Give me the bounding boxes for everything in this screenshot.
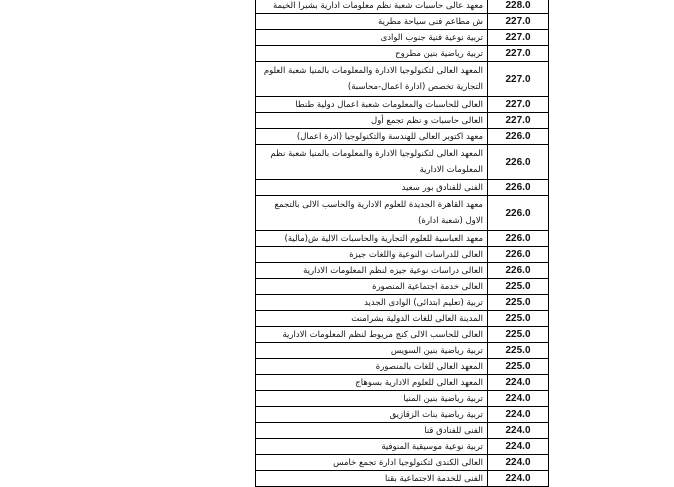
table-row	[256, 231, 549, 247]
score-cell: 226.0	[488, 263, 549, 279]
institute-name-cell: ش مطاعم فنى سياحة مطرية	[256, 14, 488, 30]
table-row	[256, 391, 549, 407]
institute-name-cell: الفنى للفنادق بور سعيد	[256, 180, 488, 196]
table-row	[256, 375, 549, 391]
score-cell: 224.0	[488, 407, 549, 423]
institute-name-cell: تربية رياضية بنين السويس	[256, 343, 488, 359]
score-cell: 224.0	[488, 439, 549, 455]
score-cell: 227.0	[488, 113, 549, 129]
table-row	[256, 145, 549, 180]
score-cell: 225.0	[488, 327, 549, 343]
table-row	[256, 30, 549, 46]
table-row	[256, 343, 549, 359]
institute-name-cell: تربية نوعية فنية جنوب الوادى	[256, 30, 488, 46]
table-row	[256, 14, 549, 30]
results-table-body	[256, 0, 549, 487]
score-cell: 225.0	[488, 295, 549, 311]
score-cell: 227.0	[488, 62, 549, 97]
score-cell: 224.0	[488, 471, 549, 487]
institute-name-cell: المعهد العالى للغات بالمنصورة	[256, 359, 488, 375]
table-row	[256, 455, 549, 471]
table-row	[256, 46, 549, 62]
score-cell: 224.0	[488, 375, 549, 391]
score-cell: 228.0	[488, 0, 549, 14]
institute-name-cell: تربية (تعليم ابتدائى) الوادى الجديد	[256, 295, 488, 311]
table-row	[256, 295, 549, 311]
table-row	[256, 423, 549, 439]
table-row	[256, 0, 549, 14]
score-cell: 227.0	[488, 30, 549, 46]
institute-name-cell: معهد عالى حاسبات شعبة نظم معلومات ادارية بشبرا الخيمة	[256, 0, 488, 14]
table-row	[256, 247, 549, 263]
institute-name-cell: تربية نوعية موسيقية المنوفية	[256, 439, 488, 455]
institute-name-cell: العالى دراسات نوعية جيزه لنظم المعلومات الادارية	[256, 263, 488, 279]
table-row	[256, 180, 549, 196]
institute-name-cell: المعهد العالى لتكنولوجيا الادارة والمعلومات بالمنيا شعبة نظم المعلومات الادارية	[256, 145, 488, 180]
score-cell: 226.0	[488, 145, 549, 180]
institute-name-cell: الفنى للخدمة الاجتماعية بقنا	[256, 471, 488, 487]
institute-name-cell: الفنى للفنادق قنا	[256, 423, 488, 439]
score-cell: 226.0	[488, 196, 549, 231]
score-cell: 224.0	[488, 391, 549, 407]
institute-name-cell: العالى خدمة اجتماعية المنصورة	[256, 279, 488, 295]
score-cell: 224.0	[488, 455, 549, 471]
table-row	[256, 263, 549, 279]
score-cell: 226.0	[488, 231, 549, 247]
score-cell: 225.0	[488, 279, 549, 295]
institute-name-cell: المعهد العالى للعلوم الادارية بسوهاج	[256, 375, 488, 391]
table-row	[256, 407, 549, 423]
score-cell: 227.0	[488, 46, 549, 62]
table-row	[256, 113, 549, 129]
institute-name-cell: العالى الكندى لتكنولوجيا ادارة تجمع خامس	[256, 455, 488, 471]
score-cell: 225.0	[488, 359, 549, 375]
institute-name-cell: المعهد العالى لتكنولوجيا الادارة والمعلومات بالمنيا شعبة العلوم التجارية تخصص (ادارة اعمال-محاسبة)	[256, 62, 488, 97]
institute-name-cell: المدينة العالى للغات الدولية بشرامنت	[256, 311, 488, 327]
table-row	[256, 359, 549, 375]
score-cell: 224.0	[488, 423, 549, 439]
institute-name-cell: معهد القاهرة الجديدة للعلوم الادارية والحاسب الالى بالتجمع الاول (شعبة ادارة)	[256, 196, 488, 231]
institute-name-cell: معهد اكتوبر العالى للهندسة والتكنولوجيا (ادرة اعمال)	[256, 129, 488, 145]
table-row	[256, 196, 549, 231]
score-cell: 226.0	[488, 247, 549, 263]
institute-name-cell: تربية رياضية بنات الزقازيق	[256, 407, 488, 423]
table-row	[256, 471, 549, 487]
table-row	[256, 311, 549, 327]
table-row	[256, 279, 549, 295]
score-cell: 225.0	[488, 343, 549, 359]
table-row	[256, 62, 549, 97]
institute-name-cell: العالى حاسبات و نظم تجمع أول	[256, 113, 488, 129]
score-cell: 227.0	[488, 14, 549, 30]
results-table	[255, 0, 549, 487]
score-cell: 227.0	[488, 97, 549, 113]
table-row	[256, 439, 549, 455]
score-cell: 226.0	[488, 129, 549, 145]
table-row	[256, 129, 549, 145]
institute-name-cell: تربية رياضية بنين مطروح	[256, 46, 488, 62]
institute-name-cell: العالى للحاسب الالى كنج مريوط لنظم المعلومات الادارية	[256, 327, 488, 343]
institute-name-cell: تربية رياضية بنين المنيا	[256, 391, 488, 407]
score-cell: 226.0	[488, 180, 549, 196]
score-cell: 225.0	[488, 311, 549, 327]
institute-name-cell: العالى للحاسبات والمعلومات شعبة اعمال دولية طنطا	[256, 97, 488, 113]
table-row	[256, 327, 549, 343]
institute-name-cell: معهد العباسية للعلوم التجارية والحاسبات الالية ش(مالية)	[256, 231, 488, 247]
table-row	[256, 97, 549, 113]
institute-name-cell: العالى للدراسات النوعية واللغات جيزة	[256, 247, 488, 263]
